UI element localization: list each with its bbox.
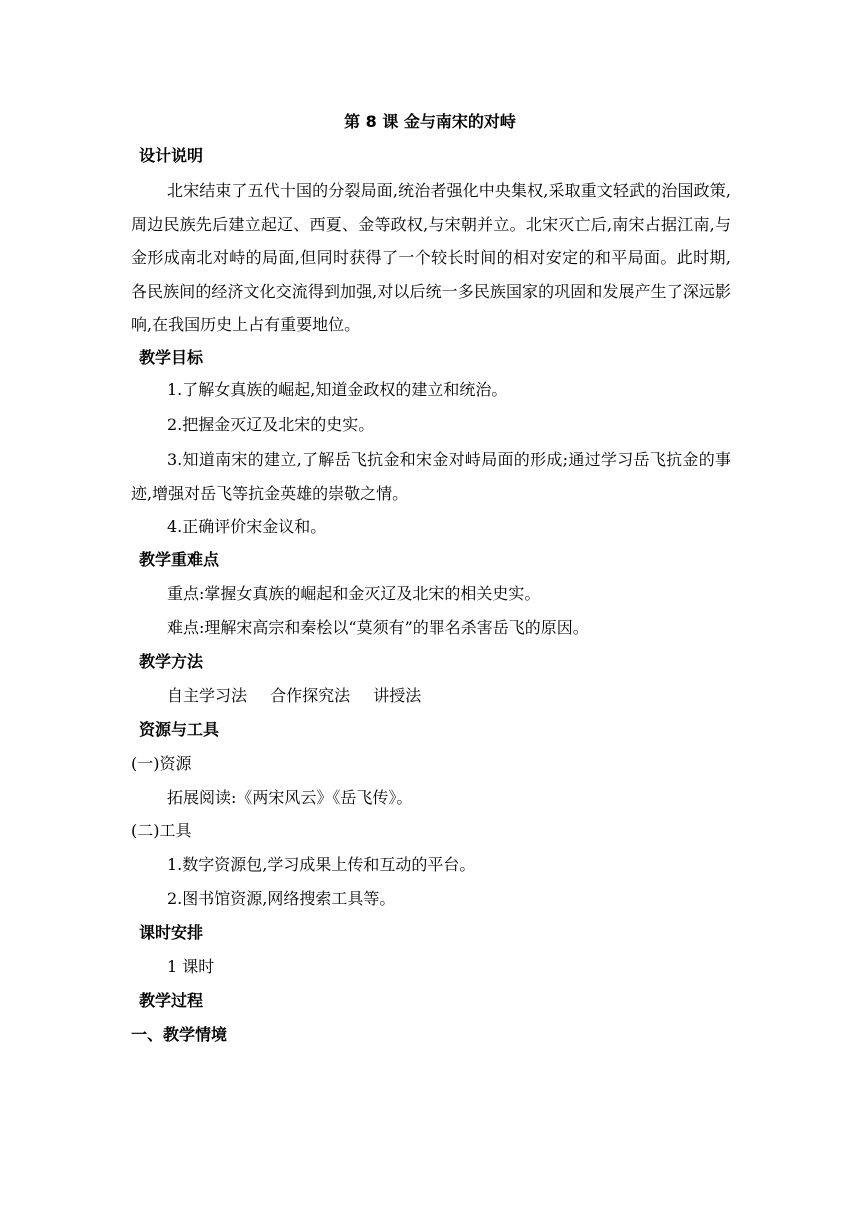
heading-schedule: 课时安排 (139, 923, 204, 942)
heading-design: 设计说明 (139, 146, 204, 165)
method-item: 合作探究法 (270, 686, 351, 705)
schedule-text: 1 课时 (167, 957, 215, 976)
heading-keypoints: 教学重难点 (139, 550, 220, 569)
goal-item-1: 1.了解女真族的崛起,知道金政权的建立和统治。 (167, 380, 508, 399)
design-paragraph: 北宋结束了五代十国的分裂局面,统治者强化中央集权,采取重文轻武的治国政策,周边民族先后建立起辽、西夏、金等政权,与宋朝并立。北宋灭亡后,南宋占据江南,与金形成南北对峙的局面,但同时获得了一个较长时间的相对安定的和平局面。此时期,各民族间的经济文化交流得到加强,对以后统一多民族国家的巩固和发展产生了深远影响,在我国历史上占有重要地位。 (131, 181, 731, 335)
goal-item-3: 3.知道南宋的建立,了解岳飞抗金和宋金对峙局面的形成;通过学习岳飞抗金的事迹,增强对岳飞等抗金英雄的崇敬之情。 (131, 450, 731, 503)
heading-goals: 教学目标 (139, 348, 204, 367)
methods-list (167, 684, 439, 708)
resources-sub-label: (一)资源 (131, 754, 192, 773)
goal-item-2: 2.把握金灭辽及北宋的史实。 (167, 415, 375, 434)
lesson-title: 第 8 课 金与南宋的对峙 (344, 112, 516, 131)
goal-item-4: 4.正确评价宋金议和。 (167, 517, 327, 536)
difficult-point: 难点:理解宋高宗和秦桧以“莫须有”的罪名杀害岳飞的原因。 (167, 618, 589, 637)
process-first-heading: 一、教学情境 (131, 1025, 228, 1044)
key-point: 重点:掌握女真族的崛起和金灭辽及北宋的相关史实。 (167, 584, 541, 603)
tools-sub-label: (二)工具 (131, 821, 192, 840)
heading-resources: 资源与工具 (139, 720, 220, 739)
tool-item-1: 1.数字资源包,学习成果上传和互动的平台。 (167, 855, 476, 874)
tool-item-2: 2.图书馆资源,网络搜索工具等。 (167, 889, 396, 908)
heading-methods: 教学方法 (139, 652, 204, 671)
method-item: 讲授法 (373, 686, 422, 705)
resources-reading: 拓展阅读:《两宋风云》《岳飞传》。 (167, 788, 413, 807)
method-item: 自主学习法 (167, 686, 248, 705)
heading-process: 教学过程 (139, 991, 204, 1010)
